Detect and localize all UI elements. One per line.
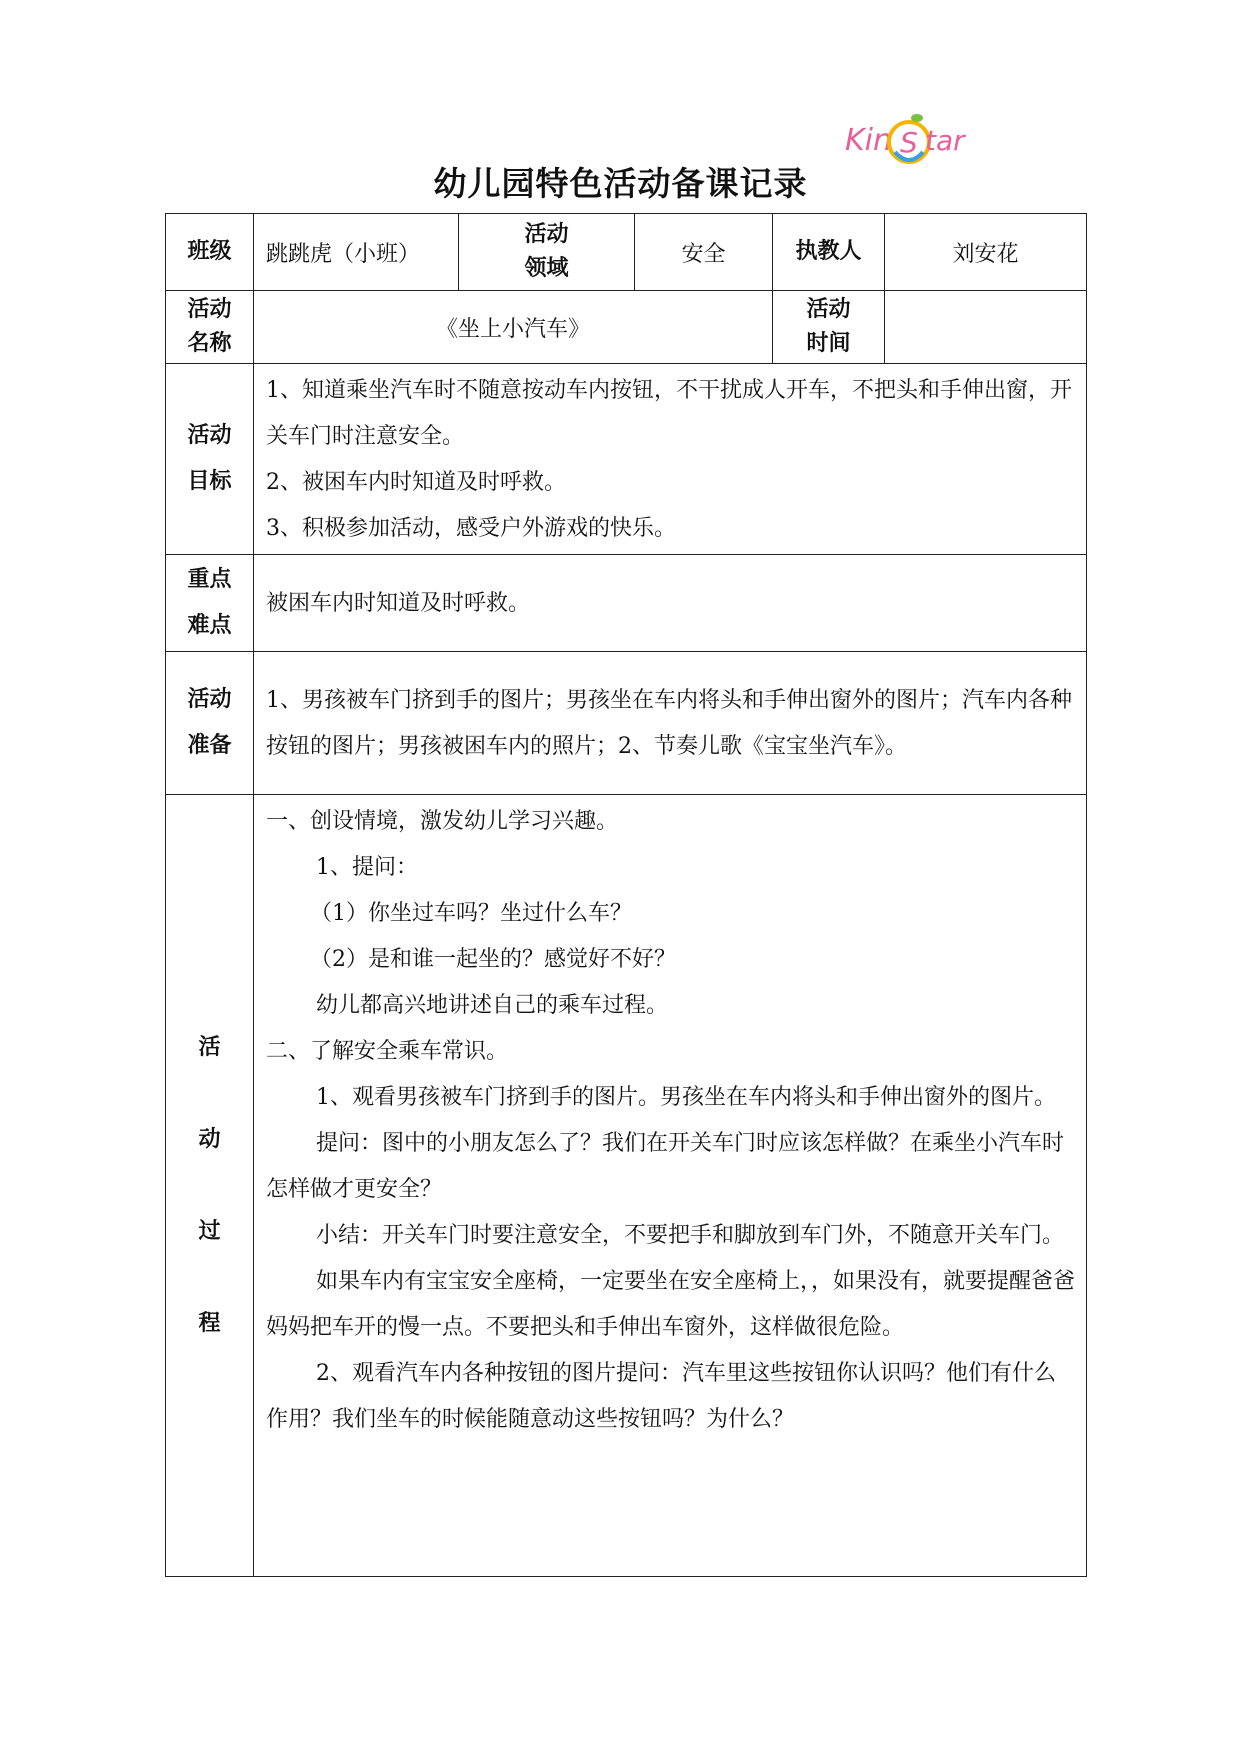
key-points-text: 被困车内时知道及时呼救。	[266, 591, 531, 616]
goals-content	[254, 364, 1087, 555]
goal-item: 3、积极参加活动，感受户外游戏的快乐。	[266, 516, 676, 541]
info-row-2	[166, 291, 1087, 364]
process-label-char: 动	[198, 1126, 221, 1152]
key-points-row	[166, 555, 1087, 652]
logo-text-left: Kin	[845, 123, 893, 158]
preparation-text: 1、男孩被车门挤到手的图片；男孩坐在车内将头和手伸出窗外的图片；汽车内各种按钮的图片；男孩被困车内的照片；2、节奏儿歌《宝宝坐汽车》。	[266, 688, 1072, 759]
process-question: （2）是和谁一起坐的？感觉好不好？	[310, 947, 676, 972]
activity-name-label-line2: 名称	[187, 331, 232, 356]
activity-name-label	[166, 291, 254, 364]
domain-label-line1: 活动	[524, 222, 569, 247]
key-points-label-line1: 重点	[187, 567, 232, 592]
logo-text-right: tar	[925, 124, 965, 157]
process-content	[254, 795, 1087, 1577]
preparation-label	[166, 652, 254, 795]
key-points-content	[254, 555, 1087, 652]
process-heading: 一、创设情境，激发幼儿学习兴趣。	[266, 809, 619, 834]
activity-time-label	[773, 291, 885, 364]
goal-item: 2、被困车内时知道及时呼救。	[266, 470, 566, 495]
goals-row	[166, 364, 1087, 555]
process-paragraph: 小结：开关车门时要注意安全，不要把手和脚放到车门外，不随意开关车门。	[316, 1223, 1065, 1248]
logo-letter: S	[900, 126, 918, 159]
process-label-char: 程	[198, 1310, 221, 1336]
key-points-label	[166, 555, 254, 652]
key-points-label-line2: 难点	[187, 613, 232, 638]
goals-label	[166, 364, 254, 555]
process-paragraph: 2、观看汽车内各种按钮的图片提问：汽车里这些按钮你认识吗？他们有什么作用？我们坐车的时候能随意动这些按钮吗？为什么？	[266, 1361, 1056, 1432]
goal-item: 1、知道乘坐汽车时不随意按动车内按钮，不干扰成人开车，不把头和手伸出窗，开关车门时注意安全。	[266, 378, 1072, 449]
activity-name-label-line1: 活动	[187, 297, 232, 322]
process-question: （1）你坐过车吗？坐过什么车？	[310, 901, 632, 926]
preparation-label-line1: 活动	[187, 687, 232, 712]
process-row	[166, 795, 1087, 1577]
teacher-value: 刘安花	[885, 214, 1087, 291]
class-value: 跳跳虎（小班）	[254, 214, 459, 291]
process-line: 幼儿都高兴地讲述自己的乘车过程。	[316, 993, 669, 1018]
process-label-char: 活	[198, 1034, 221, 1060]
domain-value: 安全	[635, 214, 773, 291]
preparation-label-line2: 准备	[187, 733, 232, 758]
process-paragraph: 1、观看男孩被车门挤到手的图片。男孩坐在车内将头和手伸出窗外的图片。	[316, 1085, 1056, 1110]
process-label	[166, 795, 254, 1577]
process-heading: 二、了解安全乘车常识。	[266, 1039, 509, 1064]
process-paragraph: 如果车内有宝宝安全座椅，一定要坐在安全座椅上，，如果没有，就要提醒爸爸妈妈把车开的慢一点。不要把头和手伸出车窗外，这样做很危险。	[266, 1269, 1076, 1340]
preparation-row	[166, 652, 1087, 795]
activity-time-label-line1: 活动	[806, 297, 851, 322]
domain-label-line2: 领域	[524, 256, 569, 281]
logo-leaf	[911, 114, 923, 122]
info-row-1	[166, 214, 1087, 291]
activity-time-value	[885, 291, 1087, 364]
goals-label-line1: 活动	[187, 423, 232, 448]
preparation-content	[254, 652, 1087, 795]
process-label-char: 过	[198, 1218, 221, 1244]
page-title: 幼儿园特色活动备课记录	[433, 164, 808, 203]
activity-time-label-line2: 时间	[806, 331, 851, 356]
domain-label	[459, 214, 635, 291]
process-line: 1、提问：	[316, 855, 418, 880]
activity-name-value: 《坐上小汽车》	[254, 291, 773, 364]
goals-label-line2: 目标	[187, 469, 232, 494]
process-paragraph: 提问：图中的小朋友怎么了？我们在开关车门时应该怎样做？在乘坐小汽车时怎样做才更安全？	[266, 1131, 1065, 1202]
lesson-plan-table	[165, 213, 1087, 1577]
teacher-label: 执教人	[773, 214, 885, 291]
class-label: 班级	[166, 214, 254, 291]
